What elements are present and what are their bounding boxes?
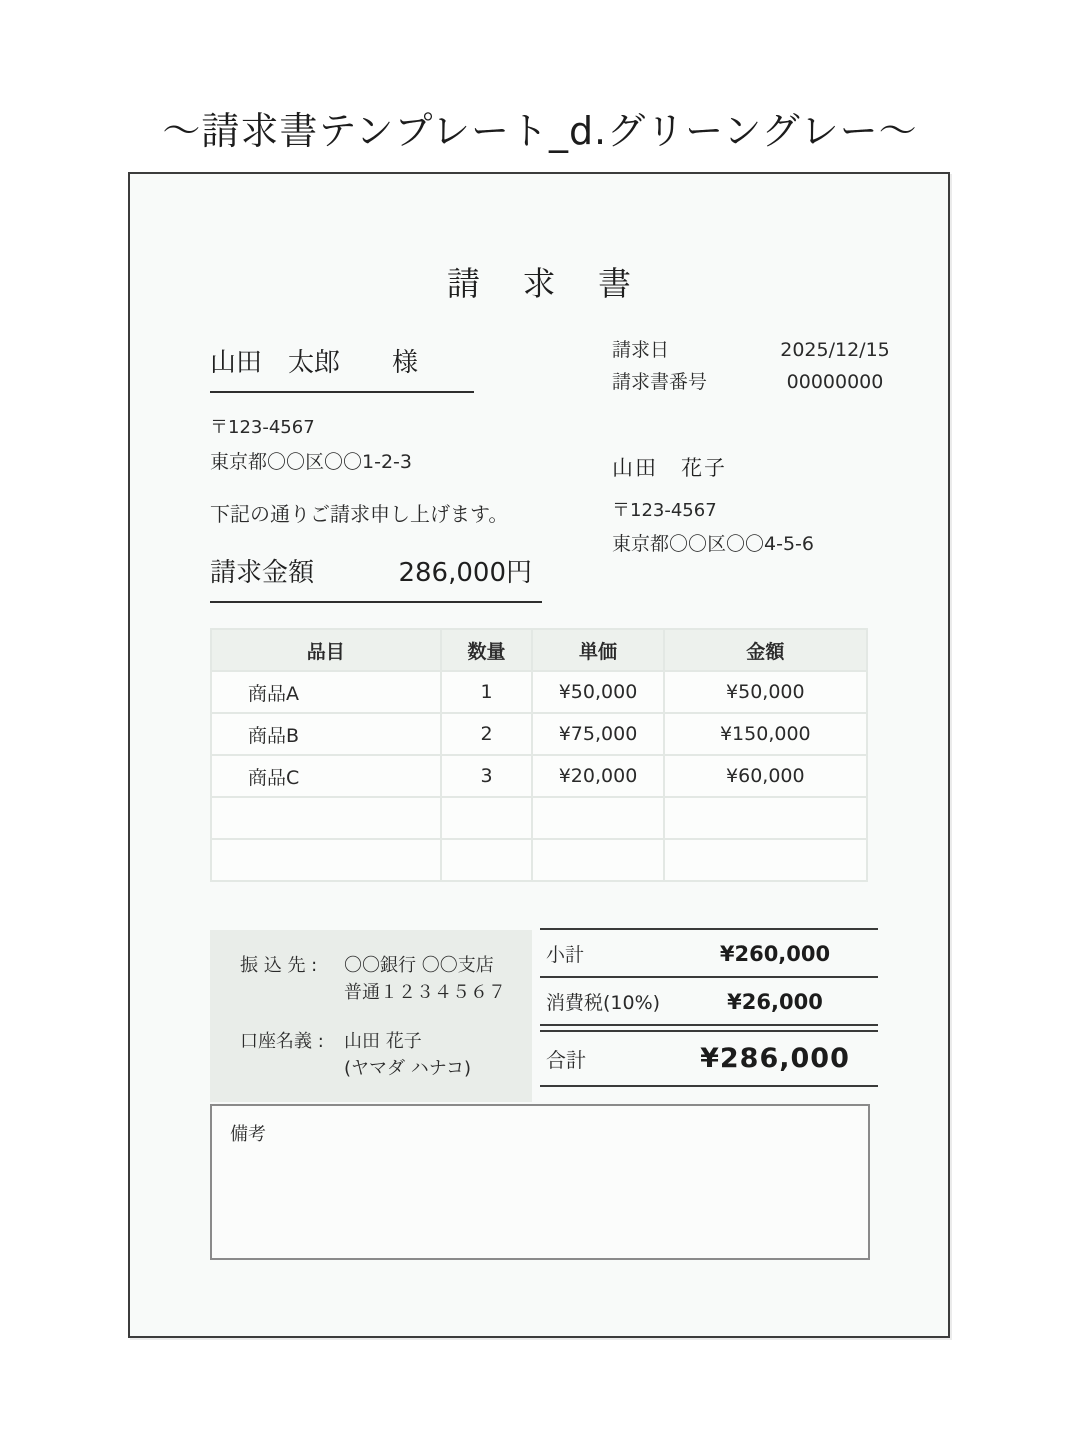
grand-total-value: ¥286,000 — [700, 1043, 850, 1074]
table-row — [211, 797, 867, 839]
item-price-cell — [532, 797, 663, 839]
invoice-meta — [612, 334, 912, 398]
items-header-item: 品目 — [211, 629, 441, 671]
item-name-cell: 商品C — [211, 755, 441, 797]
items-table — [210, 628, 868, 882]
items-header-quantity: 数量 — [441, 629, 533, 671]
item-qty-cell: 1 — [441, 671, 533, 713]
item-qty-cell: 2 — [441, 713, 533, 755]
bank-info-box — [210, 930, 532, 1102]
tax-label: 消費税(10%) — [546, 992, 661, 1014]
bank-account-holder-row — [240, 1028, 522, 1082]
item-qty-cell: 3 — [441, 755, 533, 797]
grand-total-row — [540, 1030, 878, 1087]
table-row — [211, 839, 867, 881]
items-table-header-row — [211, 629, 867, 671]
issuer-name: 山田 花子 — [612, 456, 727, 480]
item-qty-cell — [441, 797, 533, 839]
item-name-cell: 商品B — [211, 713, 441, 755]
item-amount-cell: ¥50,000 — [664, 671, 867, 713]
invoice-title: 請 求 書 — [447, 264, 647, 303]
item-amount-cell: ¥60,000 — [664, 755, 867, 797]
billing-amount-row — [210, 552, 542, 603]
tax-value: ¥26,000 — [727, 990, 823, 1014]
recipient-block — [210, 342, 474, 474]
table-row — [211, 755, 867, 797]
invoice-number-label: 請求書番号 — [612, 371, 708, 393]
bank-account-number: 普通１２３４５６７ — [344, 982, 506, 1003]
bank-account-holder-value — [344, 1028, 522, 1082]
item-name-cell — [211, 839, 441, 881]
table-row — [211, 713, 867, 755]
grand-total-label: 合計 — [546, 1048, 586, 1072]
recipient-postal-code: 〒123-4567 — [210, 417, 315, 438]
bank-name: 〇〇銀行 〇〇支店 — [344, 955, 494, 976]
remarks-box — [210, 1104, 870, 1260]
bank-account-holder-label: 口座名義 : — [240, 1031, 324, 1052]
item-qty-cell — [441, 839, 533, 881]
account-holder-kana: (ヤマダ ハナコ) — [344, 1058, 472, 1079]
item-price-cell — [532, 839, 663, 881]
totals-block — [540, 928, 878, 1087]
invoice-number-row — [612, 366, 912, 398]
greeting-text: 下記の通りご請求申し上げます。 — [210, 502, 509, 526]
item-name-cell — [211, 797, 441, 839]
item-amount-cell — [664, 797, 867, 839]
item-price-cell: ¥20,000 — [532, 755, 663, 797]
subtotal-row — [540, 928, 878, 978]
account-holder-name: 山田 花子 — [344, 1031, 422, 1052]
table-row — [211, 671, 867, 713]
items-header-amount: 金額 — [664, 629, 867, 671]
billing-amount-value: 286,000円 — [398, 558, 532, 588]
issuer-address: 東京都〇〇区〇〇4-5-6 — [612, 533, 814, 555]
invoice-date-row — [612, 334, 912, 366]
items-header-unit-price: 単価 — [532, 629, 663, 671]
item-amount-cell — [664, 839, 867, 881]
invoice-sheet — [128, 172, 950, 1338]
issuer-block — [612, 452, 814, 556]
invoice-number-value: 00000000 — [786, 371, 884, 393]
invoice-date-value: 2025/12/15 — [780, 339, 890, 361]
issuer-postal-code: 〒123-4567 — [612, 500, 717, 521]
remarks-label: 備考 — [230, 1124, 266, 1145]
item-name-cell: 商品A — [211, 671, 441, 713]
invoice-date-label: 請求日 — [612, 339, 670, 361]
subtotal-value: ¥260,000 — [719, 942, 831, 966]
recipient-address: 東京都〇〇区〇〇1-2-3 — [210, 451, 412, 473]
bank-transfer-value — [344, 952, 522, 1006]
page-title: 〜請求書テンプレート_d.グリーングレー〜 — [162, 109, 918, 153]
tax-row — [540, 978, 878, 1026]
subtotal-label: 小計 — [546, 944, 585, 966]
bank-transfer-label: 振 込 先 : — [240, 955, 318, 976]
billing-amount-label: 請求金額 — [210, 558, 315, 588]
item-amount-cell: ¥150,000 — [664, 713, 867, 755]
item-price-cell: ¥75,000 — [532, 713, 663, 755]
recipient-name: 山田 太郎 様 — [210, 342, 474, 393]
item-price-cell: ¥50,000 — [532, 671, 663, 713]
bank-transfer-row — [240, 952, 522, 1006]
